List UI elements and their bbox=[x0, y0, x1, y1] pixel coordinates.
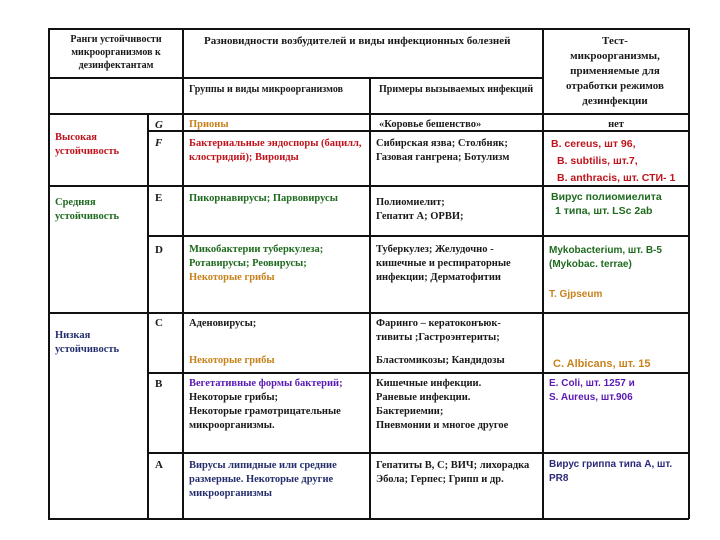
group-line: Некоторые грибы bbox=[189, 355, 275, 366]
test-line: T. Gjpseum bbox=[549, 289, 603, 300]
example-text: Сибирская язва; Столбняк; Газовая гангрена; Ботулизм bbox=[376, 138, 510, 163]
rank-medium bbox=[50, 193, 146, 227]
group-text: Бактериальные эндоспоры (бацилл, клостридий); Вироиды bbox=[189, 138, 362, 163]
row-c-groups bbox=[184, 314, 369, 372]
letter-text: G bbox=[155, 119, 163, 131]
header-varieties-text: Разновидности возбудителей и виды инфекционных болезней bbox=[204, 35, 511, 47]
test-text: нет bbox=[608, 119, 624, 130]
test-line: B. anthracis, шт. СТИ- 1 bbox=[557, 172, 676, 184]
row-d-letter bbox=[150, 240, 180, 260]
group-line: Аденовирусы; bbox=[189, 318, 257, 329]
border-right bbox=[688, 28, 690, 519]
row-a-groups bbox=[184, 456, 369, 504]
header-test-text: Тест-микроорганизмы, применяемые для отработки режимов дезинфекции bbox=[566, 35, 664, 107]
header-rank bbox=[50, 30, 182, 77]
letter-text: C bbox=[155, 317, 163, 329]
group-line: Микобактерии туберкулеза; bbox=[189, 244, 324, 255]
row-g-groups bbox=[184, 115, 369, 135]
example-line: Гепатит А; ОРВИ; bbox=[376, 211, 464, 222]
header-groups bbox=[184, 80, 369, 113]
row-d-examples bbox=[371, 240, 542, 288]
example-text: Гепатиты В, С; ВИЧ; лихорадка Эбола; Герпес; Грипп и др. bbox=[376, 460, 530, 485]
border-header-split bbox=[48, 77, 542, 79]
test-line: B. cereus, шт 96, bbox=[551, 138, 636, 150]
test-line: (Mykobac. terrae) bbox=[549, 259, 632, 270]
row-e-groups bbox=[184, 189, 369, 209]
letter-text: B bbox=[155, 378, 163, 390]
test-text: Вирус гриппа типа А, шт. PR8 bbox=[549, 459, 673, 484]
test-line: B. subtilis, шт.7, bbox=[557, 155, 638, 167]
test-line: Mykobacterium, шт. В-5 bbox=[549, 245, 662, 256]
group-line: Некоторые грибы bbox=[189, 272, 275, 283]
group-text: Прионы bbox=[189, 119, 229, 130]
letter-text: E bbox=[155, 192, 163, 204]
rank-medium-text: Средняя устойчивость bbox=[55, 197, 120, 222]
row-f-groups bbox=[184, 134, 369, 168]
row-f-examples bbox=[371, 134, 542, 168]
example-line: Полиомиелит; bbox=[376, 197, 445, 208]
header-test bbox=[556, 31, 674, 113]
rank-low-text: Низкая устойчивость bbox=[55, 330, 120, 355]
test-line: 1 типа, шт. LSc 2ab bbox=[555, 205, 653, 217]
border-left bbox=[48, 28, 50, 519]
row-b-examples bbox=[371, 374, 542, 436]
group-line: Некоторые грамотрицательные микроорганизмы. bbox=[189, 406, 341, 431]
row-d-groups bbox=[184, 240, 369, 288]
header-rank-text: Ранги устойчивости микроорганизмов к дезинфектантам bbox=[70, 34, 162, 71]
letter-text: D bbox=[155, 244, 163, 256]
row-b-test bbox=[544, 374, 688, 408]
group-text: Пикорнавирусы; Парвовирусы bbox=[189, 193, 338, 204]
row-e-examples bbox=[371, 193, 542, 227]
border-row-b bbox=[147, 452, 689, 454]
test-line: Вирус полиомиелита bbox=[551, 191, 662, 203]
row-f-test bbox=[544, 133, 688, 190]
test-line: S. Aureus, шт.906 bbox=[549, 392, 633, 403]
row-a-examples bbox=[371, 456, 542, 490]
border-rank-letter bbox=[147, 113, 149, 519]
row-e-letter bbox=[150, 188, 180, 208]
example-text: Туберкулез; Желудочно - кишечные и респираторные инфекции; Дерматофитии bbox=[376, 244, 511, 283]
header-examples-text: Примеры вызываемых инфекций bbox=[379, 84, 534, 95]
row-a-test bbox=[544, 455, 688, 489]
row-g-letter bbox=[150, 115, 180, 135]
example-line: Пневмонии и многое другое bbox=[376, 420, 509, 431]
test-line: E. Coli, шт. 1257 и bbox=[549, 378, 635, 389]
letter-text: A bbox=[155, 459, 163, 471]
header-varieties bbox=[184, 31, 542, 77]
row-g-examples bbox=[371, 115, 542, 135]
example-line: Бактериемии; bbox=[376, 406, 444, 417]
header-groups-text: Группы и виды микроорганизмов bbox=[189, 84, 344, 95]
row-b-letter bbox=[150, 374, 180, 394]
row-c-letter bbox=[150, 313, 180, 333]
rank-low bbox=[50, 326, 146, 360]
group-line: Вегетативные формы бактерий; bbox=[189, 378, 343, 389]
test-text: C. Albicans, шт. 15 bbox=[553, 358, 651, 370]
row-e-test bbox=[544, 187, 688, 221]
rank-high bbox=[50, 128, 146, 162]
example-line: Бластомикозы; Кандидозы bbox=[376, 355, 505, 366]
row-b-groups bbox=[184, 374, 370, 436]
row-f-letter bbox=[150, 133, 180, 153]
header-examples bbox=[371, 80, 542, 113]
row-d-test bbox=[544, 241, 688, 305]
letter-text: F bbox=[155, 137, 163, 149]
group-line: Некоторые грибы; bbox=[189, 392, 279, 403]
group-text: Вирусы липидные или средние размерные. Некоторые другие микроорганизмы bbox=[189, 460, 337, 499]
group-line: Ротавирусы; Реовирусы; bbox=[189, 258, 307, 269]
example-line: Кишечные инфекции. bbox=[376, 378, 482, 389]
example-line: Раневые инфекции. bbox=[376, 392, 471, 403]
example-text: «Коровье бешенство» bbox=[379, 119, 482, 130]
row-c-examples bbox=[371, 314, 542, 372]
border-row-e bbox=[147, 235, 689, 237]
row-g-test bbox=[544, 115, 688, 135]
rank-high-text: Высокая устойчивость bbox=[55, 132, 120, 157]
row-a-letter bbox=[150, 455, 180, 475]
example-line: Фаринго – кератоконъюк-тивиты ;Гастроэнтериты; bbox=[376, 318, 501, 343]
row-c-test bbox=[544, 354, 688, 374]
